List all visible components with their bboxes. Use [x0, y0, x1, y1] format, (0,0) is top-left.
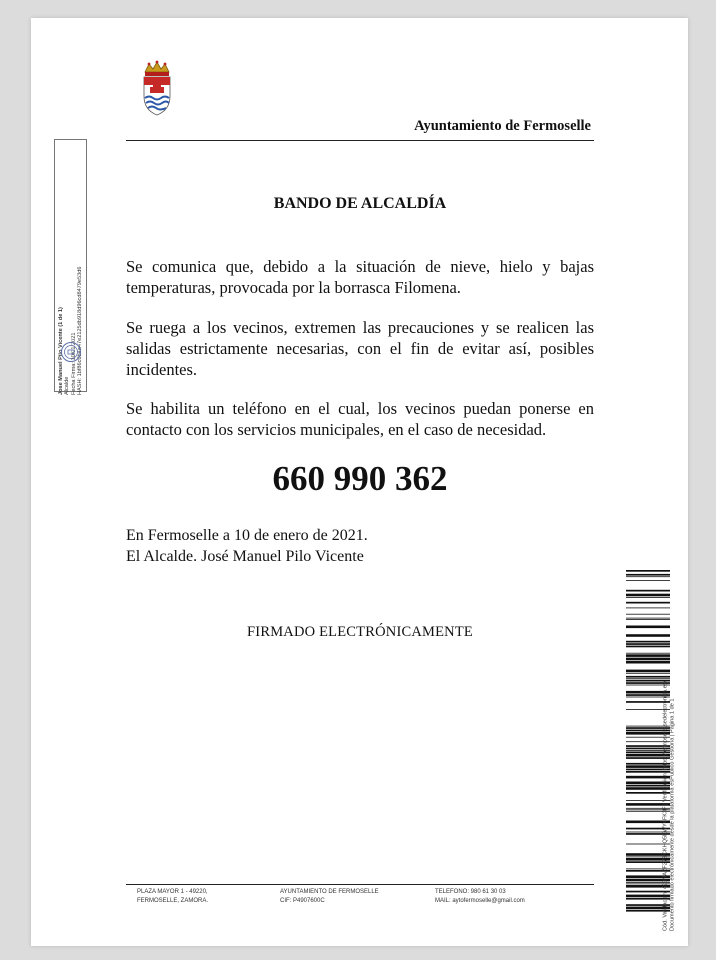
barcode-bar	[626, 590, 670, 592]
stamp-date: Fecha Firma: 10/01/2021	[71, 332, 77, 395]
footer-entity-line2: CIF: P4907600C	[280, 897, 325, 904]
paragraph-1: Se comunica que, debido a la situación de nieve, hielo y bajas temperaturas, provocada por la borrasca Filomena.	[126, 257, 594, 297]
stamp-role: Alcalde	[64, 376, 71, 395]
verification-line2: Documento firmado electrónicamente desde la plataforma esPublico Gestiona | Página 1 de 1	[669, 698, 675, 931]
footer-divider	[126, 884, 594, 885]
place-date: En Fermoselle a 10 de enero de 2021.	[126, 527, 368, 544]
paragraph-2: Se ruega a los vecinos, extremen las precauciones y se realicen las salidas estrictamente necesarias, con el fin de evitar así, posibles incidentes.	[126, 318, 594, 379]
footer-entity-line1: AYUNTAMIENTO DE FERMOSELLE	[280, 889, 379, 895]
barcode-bar	[626, 576, 670, 577]
verification-text	[662, 601, 675, 931]
footer-phone: TELEFONO: 980 61 30 03	[435, 889, 506, 895]
barcode-bar	[626, 597, 670, 598]
header-divider	[126, 140, 594, 141]
signature-block	[126, 525, 368, 567]
organization-name: Ayuntamiento de Fermoselle	[414, 118, 591, 134]
barcode-bar	[626, 580, 670, 581]
footer-address-line2: FERMOSELLE, ZAMORA.	[137, 897, 209, 904]
barcode-bar	[626, 594, 670, 597]
footer-address-line1: PLAZA MAYOR 1 - 49220,	[137, 889, 208, 895]
stamp-signer: Jose Manuel Pilo Vicente (1 de 1)	[58, 307, 65, 395]
paragraph-3: Se habilita un teléfono en el cual, los vecinos puedan ponerse en contacto con los servicios municipales, en el caso de necesidad.	[126, 399, 594, 439]
seal-icon	[60, 341, 82, 363]
verification-line1: Cód. Validación: 423NAZF27SCKHQ5EWY4FK3F | Verificación: https://fermoselle.sedelectronica.es/	[662, 680, 669, 931]
coat-of-arms-logo	[139, 58, 175, 118]
footer-contact	[435, 888, 525, 905]
footer-entity	[280, 888, 379, 905]
barcode-bar	[626, 574, 670, 576]
footer-mail: MAIL: aytofermoselle@gmail.com	[435, 897, 525, 904]
phone-number: 660 990 362	[272, 459, 448, 498]
document-title: BANDO DE ALCALDÍA	[273, 195, 447, 212]
signature-stamp	[54, 139, 87, 395]
stamp-hash: HASH: 1bf86c0b4a47e2125db918d96cd8479e53d6	[77, 266, 84, 395]
signatory: El Alcalde. José Manuel Pilo Vicente	[126, 548, 364, 565]
signed-notice: FIRMADO ELECTRÓNICAMENTE	[247, 624, 473, 640]
footer-address	[137, 888, 208, 905]
barcode-bar	[626, 570, 670, 572]
